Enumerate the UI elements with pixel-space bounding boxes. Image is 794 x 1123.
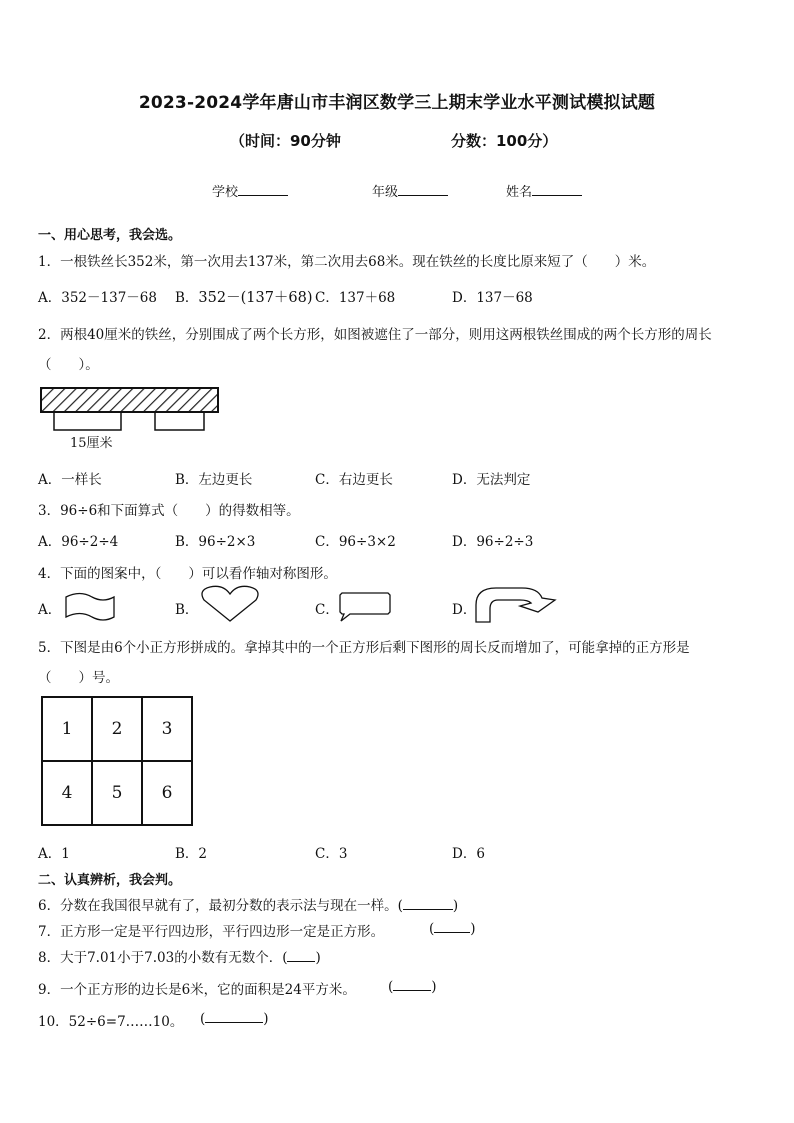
square-3: 3 bbox=[142, 697, 192, 761]
q10-open: ( bbox=[200, 1011, 206, 1027]
q6 bbox=[38, 894, 458, 914]
square-6: 6 bbox=[142, 761, 192, 825]
q7-answer[interactable] bbox=[429, 920, 476, 937]
q5-option-d[interactable]: D．6 bbox=[452, 846, 485, 862]
q9-answer-blank[interactable] bbox=[393, 978, 431, 991]
q5-option-a[interactable]: A．1 bbox=[38, 846, 70, 862]
q4-option-b[interactable]: B． bbox=[175, 602, 199, 618]
speech-bubble-shape bbox=[340, 593, 390, 621]
q10-answer-blank[interactable] bbox=[205, 1010, 263, 1023]
q10 bbox=[38, 1010, 183, 1030]
q3-option-b[interactable]: B．96÷2×3 bbox=[175, 534, 256, 550]
q5-squares-grid bbox=[41, 696, 193, 826]
q10-close: ) bbox=[263, 1011, 269, 1027]
q8-answer-blank[interactable] bbox=[287, 949, 315, 962]
q9-open: ( bbox=[388, 979, 394, 995]
q2-text-line1: 2．两根40厘米的铁丝，分别围成了两个长方形，如图被遮住了一部分，则用这两根铁丝围成的两个长方形的周长 bbox=[38, 327, 712, 343]
square-4: 4 bbox=[42, 761, 92, 825]
q8-close: ) bbox=[315, 950, 321, 966]
q2-option-c[interactable]: C．右边更长 bbox=[315, 472, 393, 488]
school-label: 学校 bbox=[212, 185, 239, 200]
exam-time: （时间：90分钟 bbox=[230, 132, 341, 150]
q2-option-a[interactable]: A．一样长 bbox=[38, 472, 102, 488]
grade-label: 年级 bbox=[372, 185, 399, 200]
q6-close: ) bbox=[452, 898, 459, 914]
q5-text-line1: 5．下图是由6个小正方形拼成的。拿掉其中的一个正方形后剩下图形的周长反而增加了，可能拿掉的正方形是 bbox=[38, 640, 690, 656]
q4-option-c[interactable]: C． bbox=[315, 602, 339, 618]
name-label: 姓名 bbox=[506, 185, 533, 200]
q1-option-a[interactable]: A．352－137－68 bbox=[38, 290, 157, 306]
q5-text-line2: （ ）号。 bbox=[38, 670, 119, 686]
q3-text: 3．96÷6和下面算式（ ）的得数相等。 bbox=[38, 503, 300, 519]
q6-text: 6．分数在我国很早就有了，最初分数的表示法与现在一样。( bbox=[38, 898, 403, 914]
q9-text: 9．一个正方形的边长是6米，它的面积是24平方米。 bbox=[38, 982, 356, 998]
q7-close: ) bbox=[470, 921, 476, 937]
q4-option-a[interactable]: A． bbox=[38, 602, 62, 618]
q10-answer[interactable] bbox=[200, 1010, 269, 1027]
q1-option-c[interactable]: C．137＋68 bbox=[315, 290, 396, 306]
page-title: 2023-2024学年唐山市丰润区数学三上期末学业水平测试模拟试题 bbox=[138, 93, 656, 113]
exam-score: 分数：100分） bbox=[451, 132, 558, 150]
q10-text: 10．52÷6=7……10。 bbox=[38, 1014, 184, 1030]
section2-heading: 二、认真辨析，我会判。 bbox=[38, 873, 182, 888]
q7-text: 7．正方形一定是平行四边形，平行四边形一定是正方形。 bbox=[38, 924, 385, 940]
q4-text: 4．下面的图案中，（ ）可以看作轴对称图形。 bbox=[38, 566, 337, 582]
q7-answer-blank[interactable] bbox=[434, 920, 470, 933]
q1-option-d[interactable]: D．137－68 bbox=[452, 290, 533, 306]
q4-option-d[interactable]: D． bbox=[452, 602, 477, 618]
flag-shape bbox=[66, 594, 114, 621]
q9-answer[interactable] bbox=[388, 978, 437, 995]
q3-option-a[interactable]: A．96÷2÷4 bbox=[38, 534, 119, 550]
q6-answer-blank[interactable] bbox=[403, 897, 453, 910]
square-1: 1 bbox=[42, 697, 92, 761]
heart-shape bbox=[202, 586, 258, 621]
q9 bbox=[38, 978, 356, 998]
q3-option-d[interactable]: D．96÷2÷3 bbox=[452, 534, 534, 550]
q9-close: ) bbox=[431, 979, 437, 995]
q1-text: 1．一根铁丝长352米，第一次用去137米，第二次用去68米。现在铁丝的长度比原来短了（ ）米。 bbox=[38, 254, 656, 270]
q5-option-c[interactable]: C．3 bbox=[315, 846, 348, 862]
square-2: 2 bbox=[92, 697, 142, 761]
q1-option-b-label: B． bbox=[175, 290, 199, 306]
q2-option-b[interactable]: B．左边更长 bbox=[175, 472, 253, 488]
square-5: 5 bbox=[92, 761, 142, 825]
q7-open: ( bbox=[429, 921, 435, 937]
q8 bbox=[38, 946, 321, 966]
q3-option-c[interactable]: C．96÷3×2 bbox=[315, 534, 396, 550]
q2-figure-label: 15厘米 bbox=[70, 436, 113, 451]
q2-option-d[interactable]: D．无法判定 bbox=[452, 472, 531, 488]
q8-text: 8．大于7.01小于7.03的小数有无数个．( bbox=[38, 950, 288, 966]
q7 bbox=[38, 920, 384, 940]
q5-option-b[interactable]: B．2 bbox=[175, 846, 208, 862]
q2-text-line2: （ ）。 bbox=[38, 357, 99, 373]
q1-option-b-expr: 352－(137＋68) bbox=[198, 290, 313, 306]
curved-arrow-shape bbox=[476, 588, 555, 622]
section1-heading: 一、用心思考，我会选。 bbox=[38, 228, 182, 243]
